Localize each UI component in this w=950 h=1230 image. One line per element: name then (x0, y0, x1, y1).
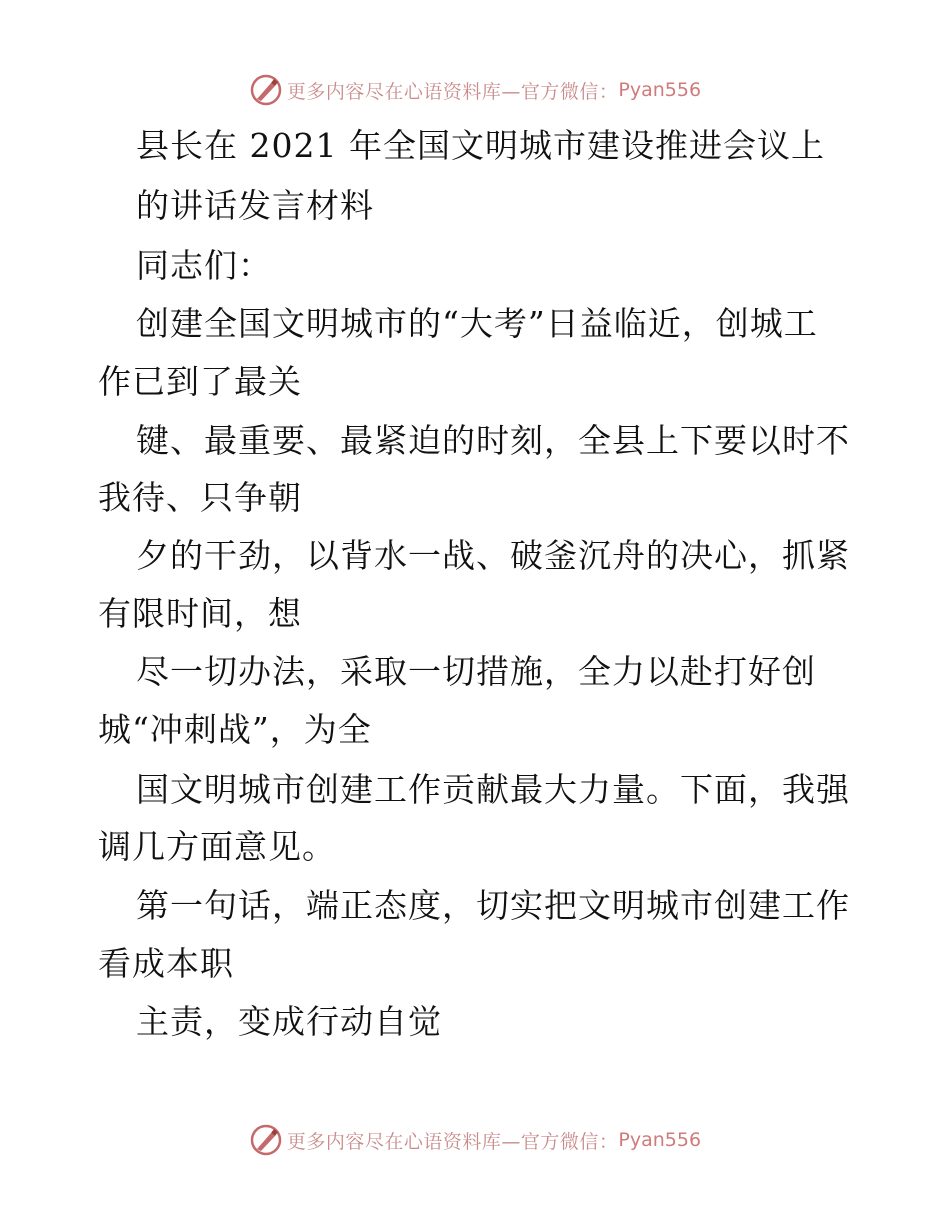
paragraph-line: 有限时间，想 (98, 594, 302, 633)
paragraph-line: 国文明城市创建工作贡献最大力量。下面，我强 (136, 770, 850, 809)
document-title-line-2: 的讲话发言材料 (136, 186, 374, 225)
footer-watermark (0, 1120, 950, 1160)
paragraph-line: 调几方面意见。 (98, 827, 336, 866)
paragraph-line: 尽一切办法，采取一切措施，全力以赴打好创 (136, 652, 816, 691)
paragraph-line: 看成本职 (98, 944, 234, 983)
document-title-line-1: 县长在 2021 年全国文明城市建设推进会议上 (136, 126, 825, 165)
pen-logo-icon (249, 73, 283, 107)
watermark-text: 更多内容尽在心语资料库—官方微信： (286, 1130, 619, 1153)
paragraph-line: 键、最重要、最紧迫的时刻，全县上下要以时不 (136, 421, 850, 460)
watermark-text: 更多内容尽在心语资料库—官方微信： (286, 80, 619, 103)
paragraph-line: 作已到了最关 (98, 362, 302, 401)
salutation: 同志们： (136, 246, 272, 285)
paragraph-line: 城“冲刺战”，为全 (98, 710, 372, 749)
paragraph-line: 第一句话，端正态度，切实把文明城市创建工作 (136, 886, 850, 925)
header-watermark (0, 70, 950, 110)
watermark-wechat-id: Pyan556 (618, 1129, 702, 1151)
paragraph-line: 我待、只争朝 (98, 478, 302, 517)
watermark-wechat-id: Pyan556 (618, 79, 702, 101)
pen-logo-icon (249, 1123, 283, 1157)
paragraph-line: 创建全国文明城市的“大考”日益临近，创城工 (136, 304, 818, 343)
paragraph-line: 主责，变成行动自觉 (136, 1002, 442, 1041)
paragraph-line: 夕的干劲，以背水一战、破釜沉舟的决心，抓紧 (136, 536, 850, 575)
